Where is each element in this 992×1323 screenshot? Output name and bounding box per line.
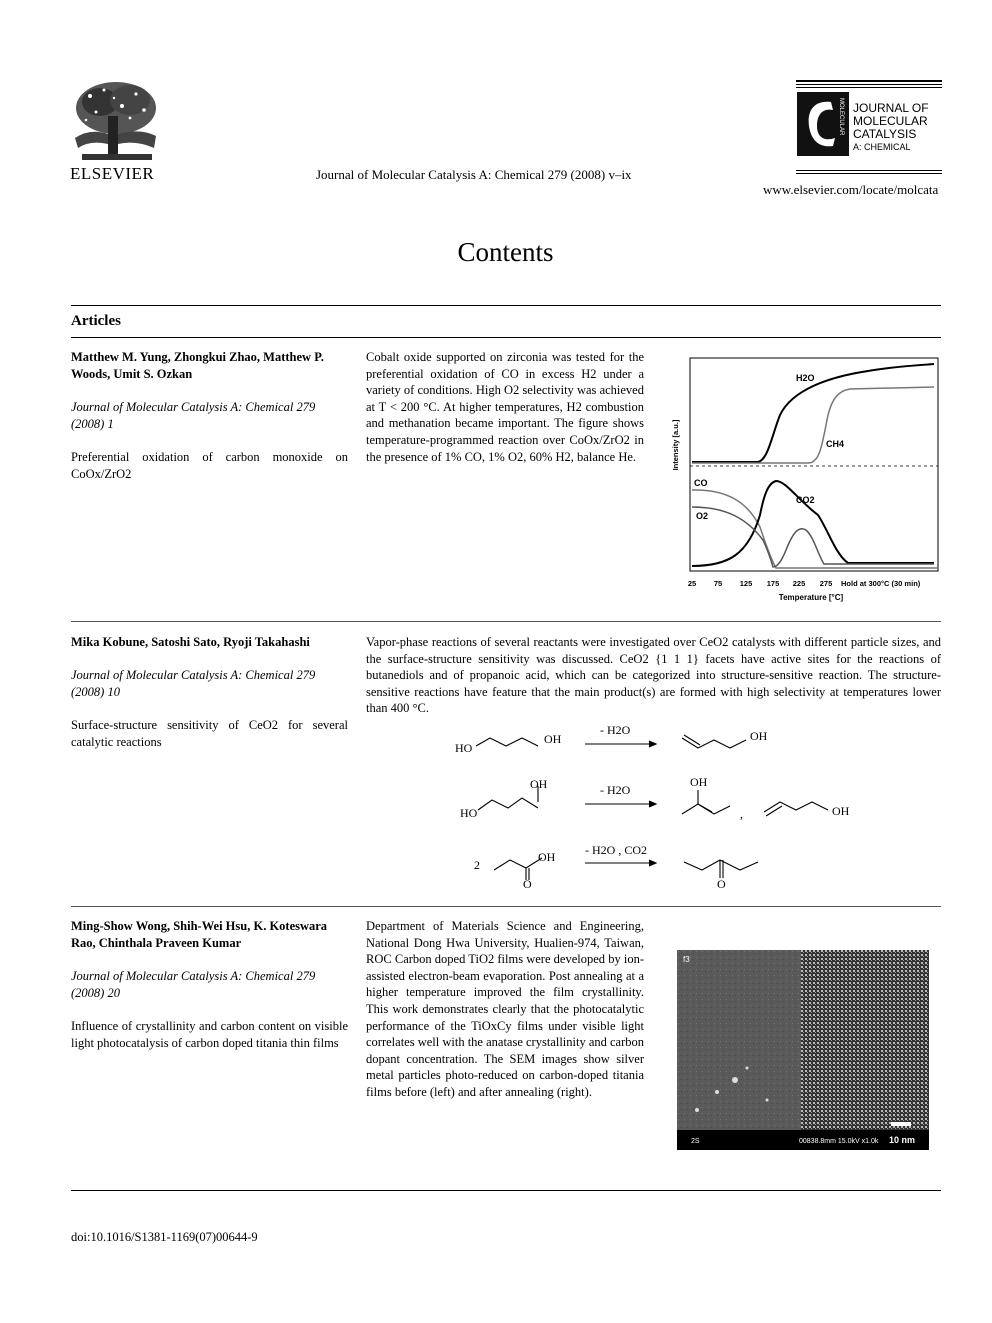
x-tick: 175 [766, 579, 780, 588]
journal-citation: Journal of Molecular Catalysis A: Chemical 279 (2008) v–ix [316, 167, 632, 182]
section-heading: Articles [71, 313, 121, 329]
article-title[interactable] [71, 449, 348, 483]
elsevier-logo [70, 78, 162, 184]
label-h2o: H2O [796, 373, 815, 383]
scheme-oh: OH [750, 729, 768, 743]
journal-logo [796, 80, 942, 180]
article-title-text: Preferential oxidation of carbon monoxide on CoOx/ZrO2 [71, 450, 348, 481]
article-journal-ref[interactable]: Journal of Molecular Catalysis A: Chemical 279 (2008) 1 [71, 400, 316, 431]
x-tick: 75 [713, 579, 723, 588]
sem-bar-left: 2S [691, 1138, 700, 1145]
scheme-oh: OH [690, 775, 708, 789]
article-abstract: Department of Materials Science and Engineering, National Dong Hwa University, Hualien-974, Taiwan, ROC Carbon doped TiO2 films were developed by ion-assisted electron-beam evaporation. Post annealing at a higher temperature improved the film crystallinity. This work demonstrates clearly that the photocatalytic performance of the TiOxCy films under visible light correlates well with the anatase crystallinity and carbon dopant concentration. The SEM images show silver metal particles photo-reduced on carbon-doped titania films before (left) and after annealing (right). [366, 919, 645, 1099]
journal-logo-line: MOLECULAR [853, 114, 928, 128]
scheme-oh: OH [544, 732, 562, 746]
scheme-ho: HO [455, 741, 473, 755]
journal-logo-line: CATALYSIS [853, 127, 917, 141]
article-1 [71, 349, 348, 483]
label-o2: O2 [696, 511, 709, 521]
label-co: CO [694, 478, 708, 488]
scheme-ho: HO [460, 806, 478, 820]
arrow-label: - H2O , CO2 [585, 843, 647, 857]
hold-label: Hold at 300°C (30 min) [841, 579, 921, 588]
article-3 [71, 918, 348, 1052]
journal-logo-line: A: CHEMICAL [853, 142, 911, 152]
y-axis-label: Intensity [a.u.] [671, 419, 680, 471]
sem-image [677, 950, 929, 1150]
sem-bar-info: 00838.8mm 15.0kV x1.0k [799, 1138, 879, 1145]
arrow-label: - H2O [600, 783, 631, 797]
scheme-comma: , [740, 807, 743, 821]
reaction-scheme [450, 720, 870, 895]
elsevier-tree-icon [70, 78, 162, 166]
sem-panel-label: f3 [683, 955, 690, 964]
x-tick: 225 [792, 579, 806, 588]
article-journal-ref[interactable]: Journal of Molecular Catalysis A: Chemical 279 (2008) 20 [71, 969, 316, 1000]
article-title-text: Influence of crystallinity and carbon content on visible light photocatalysis of carbon doped titania thin films [71, 1019, 348, 1050]
scheme-o: O [717, 877, 726, 891]
journal-logo-line: JOURNAL OF [853, 101, 929, 115]
label-ch4: CH4 [826, 439, 845, 449]
article-title[interactable] [71, 717, 348, 751]
article-abstract: Vapor-phase reactions of several reactants were investigated over CeO2 catalysts with different particle sizes, and the surface-structure sensitivity was discussed. CeO2 {1 1 1} facets have active sites for the reactions of butanediols and of propanoic acid, which can be categorized into structure-sensitive reaction. The structure-sensitive reactions have feature that the main product(s) are formed with high selectivity at temperatures lower than 400 °C. [366, 635, 941, 716]
article-authors: Matthew M. Yung, Zhongkui Zhao, Matthew P. Woods, Umit S. Ozkan [71, 350, 324, 381]
article-title-text: Surface-structure sensitivity of CeO2 for several catalytic reactions [71, 718, 348, 749]
arrow-label: - H2O [600, 723, 631, 737]
tpr-figure [668, 355, 944, 610]
scheme-oh: OH [538, 850, 556, 864]
x-tick: 275 [819, 579, 833, 588]
publisher-name: ELSEVIER [70, 164, 155, 183]
article-authors: Mika Kobune, Satoshi Sato, Ryoji Takahashi [71, 635, 310, 649]
journal-logo-vertical: MOLECULAR [838, 98, 844, 136]
article-2 [71, 634, 348, 751]
page-title: Contents [457, 237, 554, 267]
article-journal-ref[interactable]: Journal of Molecular Catalysis A: Chemical 279 (2008) 10 [71, 668, 316, 699]
doi[interactable]: doi:10.1016/S1381-1169(07)00644-9 [71, 1230, 258, 1244]
scheme-oh: OH [832, 804, 850, 818]
x-tick: 25 [687, 579, 697, 588]
journal-url[interactable]: www.elsevier.com/locate/molcata [763, 182, 939, 197]
sem-scale-bar: 10 nm [889, 1135, 916, 1145]
article-abstract: Cobalt oxide supported on zirconia was tested for the preferential oxidation of CO in excess H2 under a variety of conditions. High O2 selectivity was achieved at T < 200 °C. At higher temperatures, H2 combustion and methanation became important. The figure shows temperature-programmed reaction over CoOx/ZrO2 in the presence of 1% CO, 1% O2, 60% H2, balance He. [366, 350, 644, 464]
article-authors: Ming-Show Wong, Shih-Wei Hsu, K. Koteswara Rao, Chinthala Praveen Kumar [71, 919, 328, 950]
scheme-coefficient: 2 [474, 858, 480, 872]
x-tick: 125 [739, 579, 753, 588]
article-title[interactable] [71, 1018, 348, 1052]
x-axis-label: Temperature [°C] [778, 593, 844, 602]
scheme-oh: OH [530, 777, 548, 791]
label-co2: CO2 [796, 495, 815, 505]
scheme-o: O [523, 877, 532, 891]
